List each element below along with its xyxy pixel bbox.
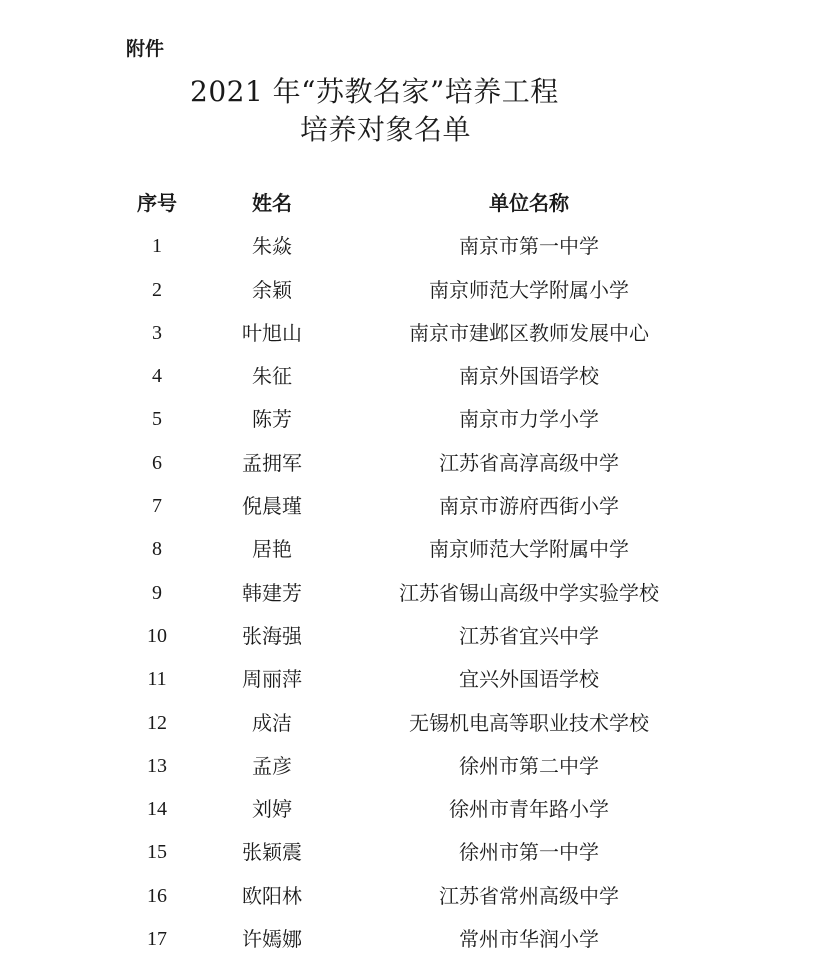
table-row xyxy=(0,745,828,788)
table-row xyxy=(0,918,828,961)
row-unit: 南京师范大学附属小学 xyxy=(429,277,629,302)
header-number: 序号 xyxy=(137,191,177,215)
row-name: 居艳 xyxy=(252,537,292,562)
table-row xyxy=(0,788,828,831)
row-number: 11 xyxy=(147,668,167,691)
row-number: 7 xyxy=(152,495,162,518)
table-row xyxy=(0,658,828,701)
row-number: 10 xyxy=(147,624,167,647)
row-unit: 江苏省高淳高级中学 xyxy=(439,450,619,475)
table-row xyxy=(0,398,828,441)
document-subtitle: 培养对象名单 xyxy=(300,113,472,146)
table-row xyxy=(0,355,828,398)
row-name: 许嫣娜 xyxy=(242,927,302,952)
row-number: 8 xyxy=(152,538,162,561)
row-name: 刘婷 xyxy=(252,797,292,822)
row-name: 倪晨瑾 xyxy=(242,494,302,519)
row-unit: 无锡机电高等职业技术学校 xyxy=(409,710,649,735)
table-row xyxy=(0,225,828,268)
table-row xyxy=(0,702,828,745)
row-unit: 南京市建邺区教师发展中心 xyxy=(409,320,649,345)
row-unit: 徐州市第二中学 xyxy=(459,753,599,778)
row-number: 3 xyxy=(152,321,162,344)
row-unit: 宜兴外国语学校 xyxy=(459,667,599,692)
table-row xyxy=(0,831,828,874)
header-name: 姓名 xyxy=(252,191,292,215)
row-name: 陈芳 xyxy=(252,407,292,432)
table-body xyxy=(0,225,828,961)
roster-table xyxy=(0,182,828,961)
row-name: 韩建芳 xyxy=(242,580,302,605)
row-unit: 南京师范大学附属中学 xyxy=(429,537,629,562)
row-name: 朱焱 xyxy=(252,234,292,259)
table-row xyxy=(0,572,828,615)
row-number: 16 xyxy=(147,884,167,907)
row-name: 张海强 xyxy=(242,623,302,648)
row-number: 4 xyxy=(152,365,162,388)
row-number: 9 xyxy=(152,581,162,604)
table-row xyxy=(0,875,828,918)
row-unit: 南京市第一中学 xyxy=(459,234,599,259)
header-unit: 单位名称 xyxy=(489,191,569,215)
row-name: 周丽萍 xyxy=(242,667,302,692)
row-name: 孟彦 xyxy=(252,753,292,778)
row-name: 朱征 xyxy=(252,364,292,389)
row-unit: 常州市华润小学 xyxy=(459,927,599,952)
row-unit: 南京市游府西街小学 xyxy=(439,494,619,519)
table-row xyxy=(0,312,828,355)
row-number: 5 xyxy=(152,408,162,431)
table-row xyxy=(0,615,828,658)
attachment-label: 附件 xyxy=(126,38,165,60)
row-number: 1 xyxy=(152,235,162,258)
row-unit: 江苏省锡山高级中学实验学校 xyxy=(399,580,659,605)
row-unit: 南京市力学小学 xyxy=(459,407,599,432)
row-name: 孟拥军 xyxy=(242,450,302,475)
document-title: 2021 年“苏教名家”培养工程 xyxy=(190,75,559,108)
row-unit: 徐州市第一中学 xyxy=(459,840,599,865)
row-name: 成洁 xyxy=(252,710,292,735)
row-unit: 南京外国语学校 xyxy=(459,364,599,389)
row-name: 余颖 xyxy=(252,277,292,302)
row-unit: 江苏省宜兴中学 xyxy=(459,623,599,648)
row-number: 15 xyxy=(147,841,167,864)
table-header-row xyxy=(0,182,828,225)
table-row xyxy=(0,269,828,312)
row-number: 17 xyxy=(147,928,167,951)
row-number: 14 xyxy=(147,798,167,821)
row-name: 张颖震 xyxy=(242,840,302,865)
table-row xyxy=(0,485,828,528)
row-number: 12 xyxy=(147,711,167,734)
row-number: 13 xyxy=(147,754,167,777)
table-row xyxy=(0,528,828,571)
row-number: 6 xyxy=(152,451,162,474)
row-number: 2 xyxy=(152,278,162,301)
row-unit: 徐州市青年路小学 xyxy=(449,797,609,822)
row-name: 叶旭山 xyxy=(242,320,302,345)
table-row xyxy=(0,442,828,485)
row-name: 欧阳林 xyxy=(242,883,302,908)
row-unit: 江苏省常州高级中学 xyxy=(439,883,619,908)
